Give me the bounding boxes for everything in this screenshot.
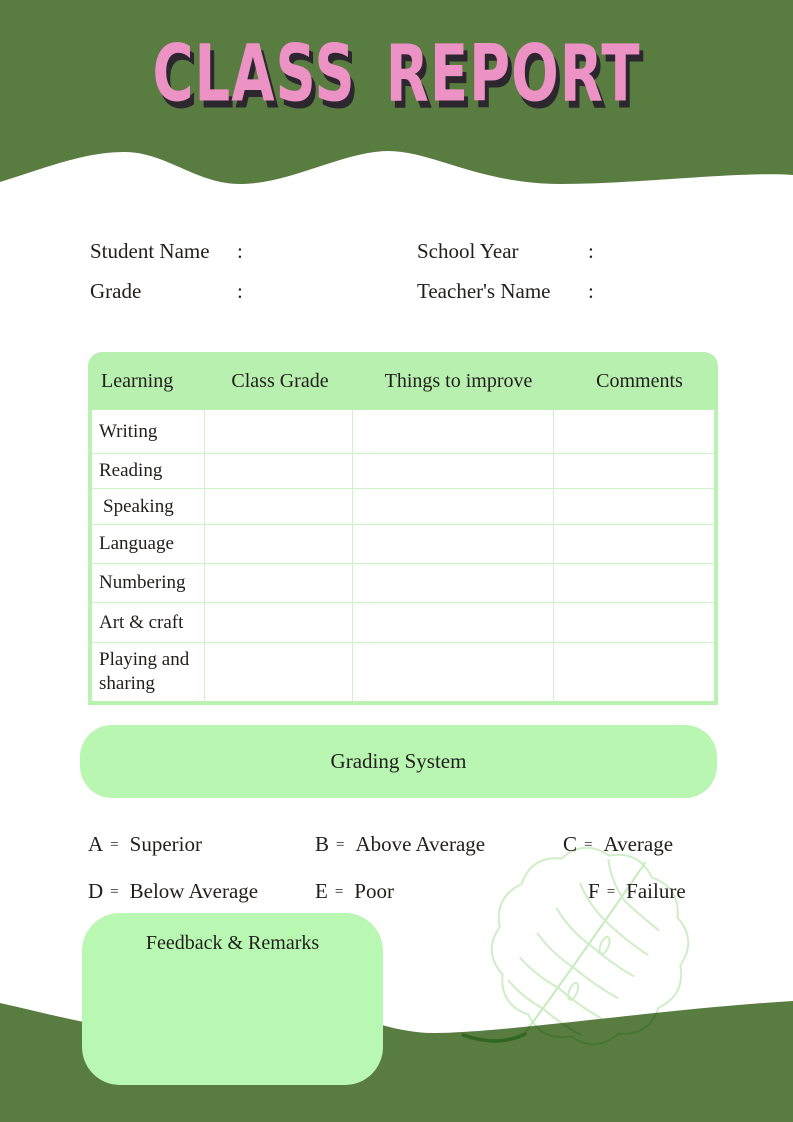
things-to-improve-cell[interactable] — [352, 603, 553, 642]
equals-sign: = — [336, 837, 345, 853]
grade-letter: E — [315, 879, 328, 903]
colon: : — [237, 239, 243, 263]
teacher-name-field — [417, 278, 659, 304]
feedback-remarks-content[interactable] — [102, 963, 363, 1063]
report-table-header — [88, 352, 718, 410]
legend-row — [88, 871, 728, 918]
school-year-field — [417, 238, 659, 264]
things-to-improve-cell[interactable] — [352, 564, 553, 602]
comments-cell[interactable] — [553, 454, 714, 488]
page-title-word: CLASS — [152, 29, 356, 120]
subject-cell: Speaking — [103, 495, 174, 517]
equals-sign: = — [584, 837, 593, 853]
things-to-improve-cell[interactable] — [352, 410, 553, 453]
column-header-things-to-improve: Things to improve — [384, 369, 533, 392]
grade-description: Failure — [626, 879, 686, 903]
legend-item-c — [563, 832, 673, 857]
equals-sign: = — [334, 884, 344, 900]
comments-cell[interactable] — [553, 410, 714, 453]
legend-item-b — [315, 832, 485, 857]
grade-field — [90, 278, 308, 304]
table-row — [92, 563, 714, 602]
grade-description: Average — [603, 832, 674, 856]
equals-sign: = — [110, 884, 119, 900]
feedback-remarks-title: Feedback & Remarks — [145, 932, 320, 954]
table-row — [92, 602, 714, 642]
class-grade-cell[interactable] — [204, 564, 352, 602]
class-grade-cell[interactable] — [204, 525, 352, 563]
school-year-label: School Year — [417, 239, 519, 263]
grade-description: Poor — [354, 879, 394, 903]
table-row — [92, 410, 714, 453]
grade-letter: C — [563, 832, 578, 856]
things-to-improve-cell[interactable] — [352, 489, 553, 524]
comments-cell[interactable] — [553, 564, 714, 602]
grade-letter: F — [588, 879, 600, 903]
equals-sign: = — [606, 884, 616, 900]
things-to-improve-cell[interactable] — [352, 525, 553, 563]
legend-row — [88, 824, 728, 871]
student-name-label: Student Name — [90, 239, 210, 263]
class-grade-cell[interactable] — [204, 454, 352, 488]
column-header-class-grade: Class Grade — [231, 369, 329, 392]
grading-system-title: Grading System — [330, 749, 467, 773]
page-title-word: REPORT — [385, 29, 641, 120]
grade-description: Below Average — [129, 879, 259, 903]
table-row — [92, 488, 714, 524]
column-header-comments: Comments — [596, 369, 683, 392]
colon: : — [588, 279, 594, 303]
legend-item-f — [588, 879, 686, 904]
grade-label: Grade — [90, 279, 142, 303]
colon: : — [588, 239, 594, 263]
grade-letter: A — [88, 832, 104, 856]
subject-cell: Reading — [99, 460, 163, 482]
report-table-body — [88, 410, 718, 705]
class-grade-cell[interactable] — [204, 643, 352, 701]
comments-cell[interactable] — [553, 643, 714, 701]
report-table — [88, 352, 718, 705]
subject-cell: Writing — [99, 420, 158, 442]
class-grade-cell[interactable] — [204, 489, 352, 524]
subject-cell: Playing and sharing — [99, 649, 190, 694]
student-name-field — [90, 238, 308, 264]
table-row — [92, 453, 714, 488]
table-row — [92, 642, 714, 701]
page-title — [0, 29, 793, 120]
legend-item-d — [88, 879, 258, 904]
comments-cell[interactable] — [553, 525, 714, 563]
grading-system-banner — [80, 725, 717, 798]
table-row — [92, 524, 714, 563]
feedback-remarks-box — [82, 913, 383, 1085]
subject-cell: Numbering — [99, 572, 186, 594]
comments-cell[interactable] — [553, 603, 714, 642]
things-to-improve-cell[interactable] — [352, 643, 553, 701]
comments-cell[interactable] — [553, 489, 714, 524]
colon: : — [237, 279, 243, 303]
equals-sign: = — [110, 837, 119, 853]
grade-legend — [88, 824, 728, 918]
class-grade-cell[interactable] — [204, 410, 352, 453]
things-to-improve-cell[interactable] — [352, 454, 553, 488]
subject-cell: Language — [99, 533, 174, 555]
legend-item-e — [315, 879, 394, 904]
subject-cell: Art & craft — [99, 611, 184, 633]
class-grade-cell[interactable] — [204, 603, 352, 642]
column-header-learning: Learning — [101, 369, 174, 392]
grade-letter: B — [315, 832, 330, 856]
grade-letter: D — [88, 879, 104, 903]
legend-item-a — [88, 832, 202, 857]
grade-description: Above Average — [355, 832, 486, 856]
teacher-name-label: Teacher's Name — [417, 279, 551, 303]
grade-description: Superior — [129, 832, 202, 856]
